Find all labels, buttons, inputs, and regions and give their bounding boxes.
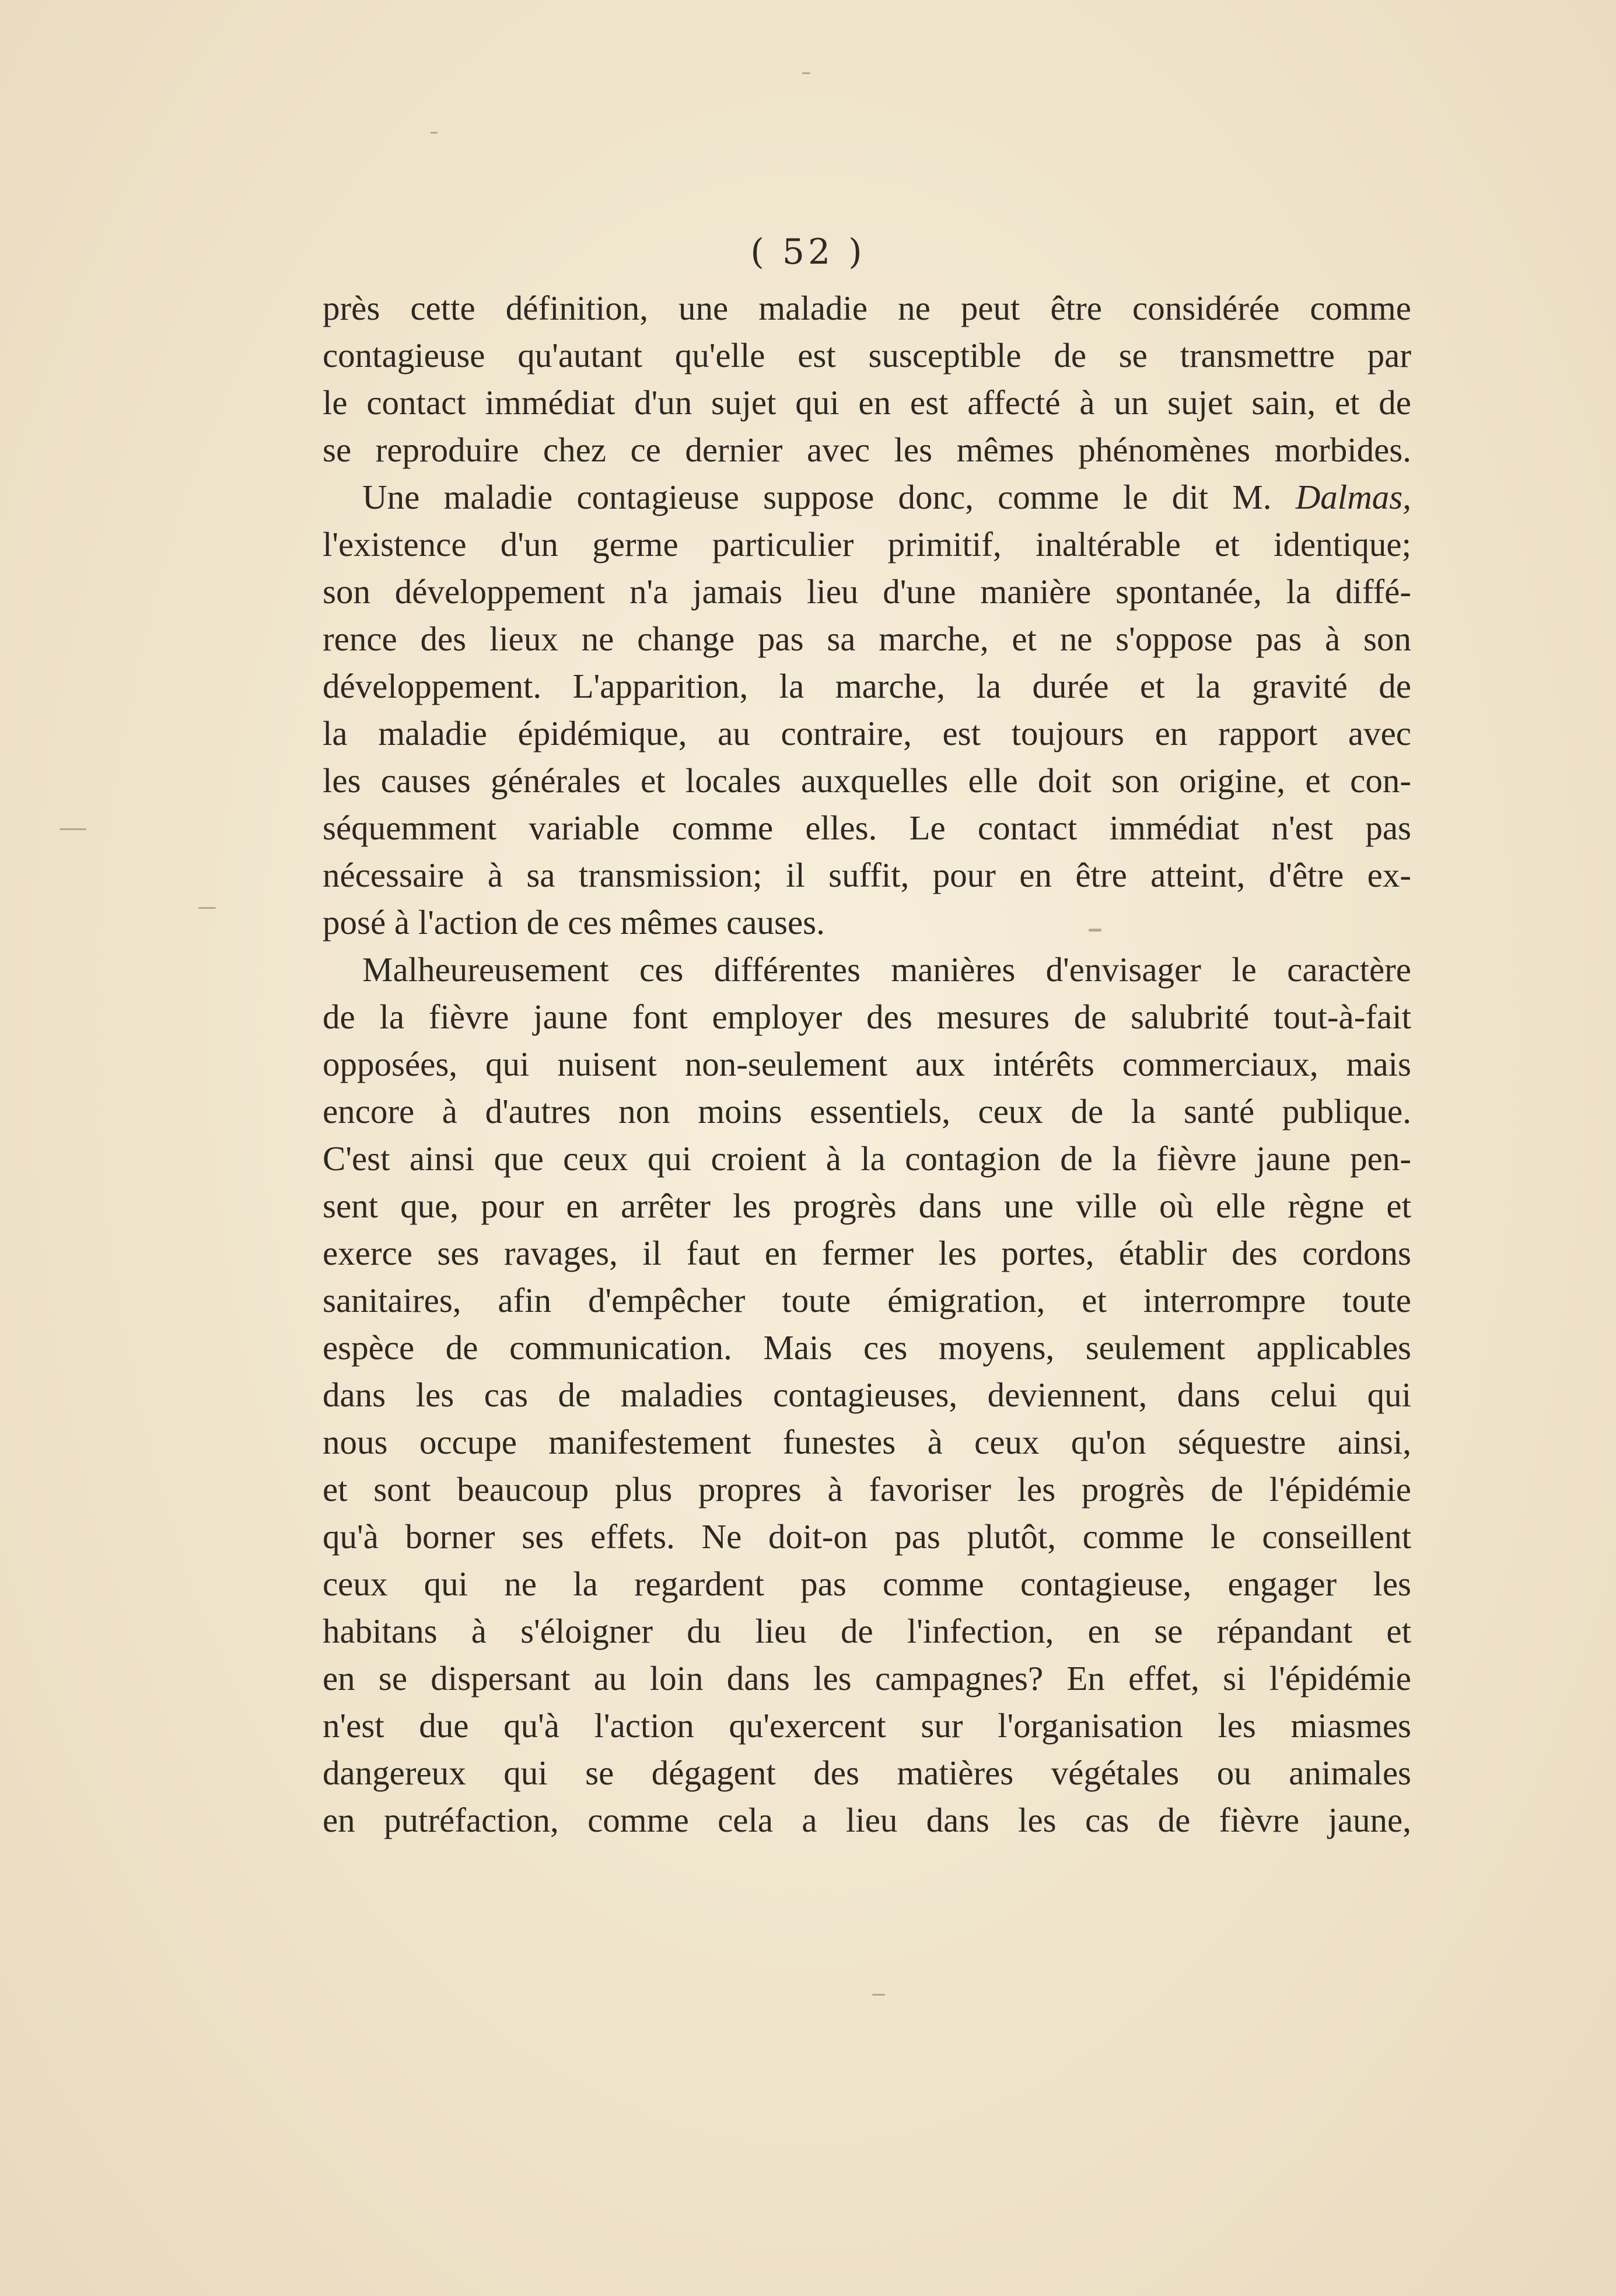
- text-line: rence des lieux ne change pas sa marche, et ne s'oppose pas à son: [323, 620, 1411, 658]
- text-line: habitans à s'éloigner du lieu de l'infection, en se répandant et: [323, 1612, 1411, 1650]
- text-line: se reproduire chez ce dernier avec les mêmes phénomènes morbides.: [323, 430, 1411, 469]
- text-line: nécessaire à sa transmission; il suffit, pour en être atteint, d'être ex-: [323, 856, 1411, 894]
- paper-speck: [60, 828, 86, 830]
- text-line: en se dispersant au loin dans les campagnes? En effet, si l'épidémie: [323, 1659, 1411, 1698]
- text-line: développement. L'apparition, la marche, la durée et la gravité de: [323, 667, 1411, 705]
- text-line: ceux qui ne la regardent pas comme contagieuse, engager les: [323, 1564, 1411, 1603]
- text-line: n'est due qu'à l'action qu'exercent sur l'organisation les miasmes: [323, 1706, 1411, 1745]
- text-line: et sont beaucoup plus propres à favoriser les progrès de l'épidémie: [323, 1470, 1411, 1508]
- text-line: séquemment variable comme elles. Le contact immédiat n'est pas: [323, 808, 1411, 847]
- text-line: C'est ainsi que ceux qui croient à la contagion de la fièvre jaune pen-: [323, 1139, 1411, 1178]
- text-line: contagieuse qu'autant qu'elle est susceptible de se transmettre par: [323, 336, 1411, 374]
- text-line: [323, 474, 1411, 521]
- text-line: dans les cas de maladies contagieuses, deviennent, dans celui qui: [323, 1376, 1411, 1414]
- text-line: en putréfaction, comme cela a lieu dans les cas de fièvre jaune,: [323, 1801, 1411, 1839]
- text-line: sent que, pour en arrêter les progrès dans une ville où elle règne et: [323, 1186, 1411, 1225]
- text-line: l'existence d'un germe particulier primitif, inaltérable et identique;: [323, 525, 1411, 564]
- text-line: exerce ses ravages, il faut en fermer les portes, établir des cordons: [323, 1234, 1411, 1272]
- paper-speck: [198, 907, 216, 909]
- text-line: dangereux qui se dégagent des matières végétales ou animales: [323, 1754, 1411, 1792]
- text-line: espèce de communication. Mais ces moyens, seulement applicables: [323, 1328, 1411, 1367]
- text-line: nous occupe manifestement funestes à ceux qu'on séquestre ainsi,: [323, 1423, 1411, 1461]
- text-line: la maladie épidémique, au contraire, est toujours en rapport avec: [323, 714, 1411, 752]
- text-line: les causes générales et locales auxquelles elle doit son origine, et con-: [323, 761, 1411, 800]
- paper-speck: [431, 132, 438, 134]
- text-line: Malheureusement ces différentes manières d'envisager le caractère: [362, 950, 1411, 989]
- text-line: sanitaires, afin d'empêcher toute émigration, et interrompre toute: [323, 1281, 1411, 1320]
- text-line: opposées, qui nuisent non-seulement aux intérêts commerciaux, mais: [323, 1045, 1411, 1083]
- text-line: posé à l'action de ces mêmes causes.: [323, 903, 825, 942]
- text-line: son développement n'a jamais lieu d'une manière spontanée, la diffé-: [323, 572, 1411, 611]
- text-line: de la fièvre jaune font employer des mesures de salubrité tout-à-fait: [323, 998, 1411, 1036]
- paper-speck: [872, 1994, 885, 1996]
- text-line: le contact immédiat d'un sujet qui en est affecté à un sujet sain, et de: [323, 383, 1411, 422]
- italic-name: Dalmas,: [1295, 478, 1412, 516]
- paper-speck: [802, 72, 810, 74]
- text-line-part: Une maladie contagieuse suppose donc, comme le dit M.: [362, 478, 1272, 516]
- text-line: qu'à borner ses effets. Ne doit-on pas plutôt, comme le conseillent: [323, 1517, 1411, 1556]
- text-line: encore à d'autres non moins essentiels, ceux de la santé publique.: [323, 1092, 1411, 1130]
- body-text: [323, 285, 1411, 1844]
- page-number: ( 52 ): [750, 232, 866, 272]
- text-line: près cette définition, une maladie ne peut être considérée comme: [323, 289, 1411, 327]
